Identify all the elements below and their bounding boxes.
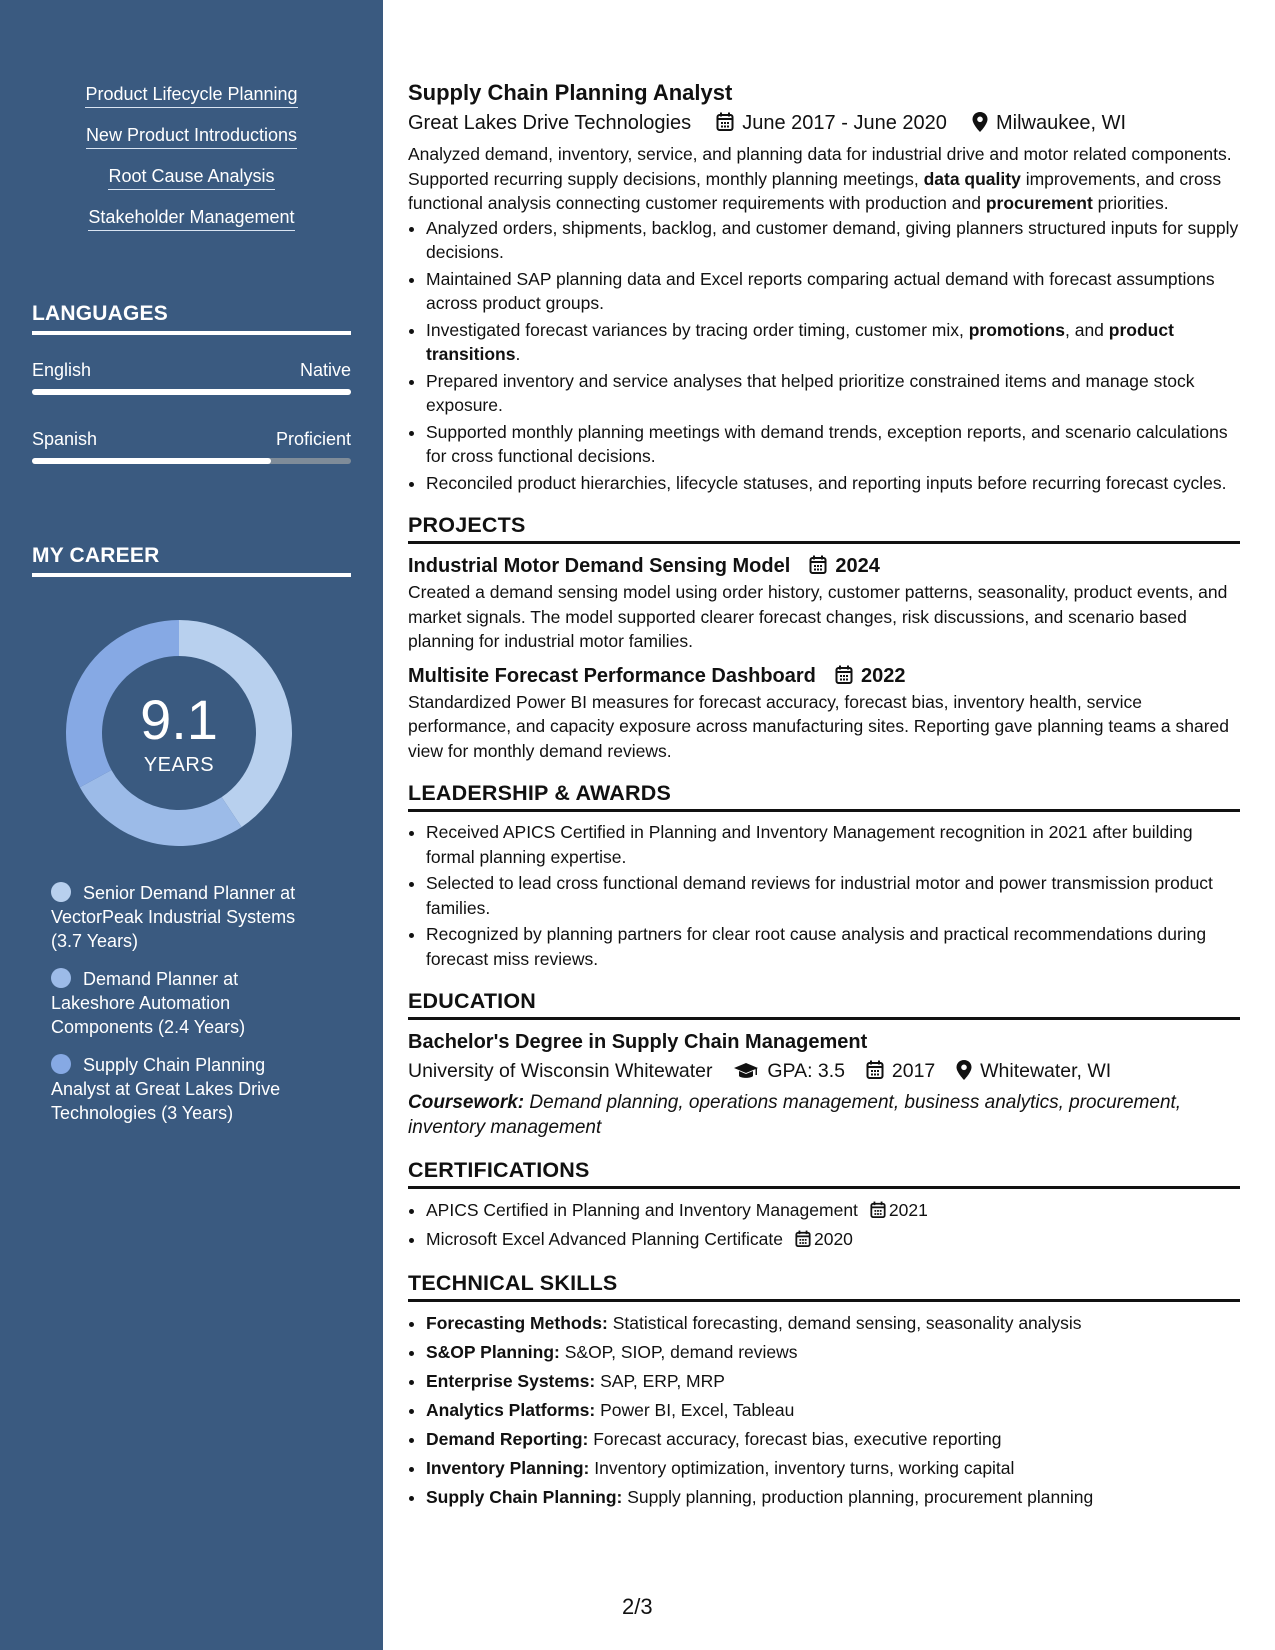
calendar-icon — [795, 1230, 811, 1248]
bullet-text: Investigated forecast variances by tracing order timing, customer mix, — [426, 319, 969, 340]
language-name: English — [32, 360, 92, 380]
job-bullet: • Maintained SAP planning data and Excel reports comparing actual demand with forecast assumptions across product groups. — [426, 267, 1240, 316]
language-row-spanish — [32, 429, 351, 450]
language-level: Native — [299, 360, 351, 380]
summary-bold: procurement — [985, 193, 1093, 213]
skill-item[interactable]: Product Lifecycle Planning — [85, 84, 297, 108]
sidebar — [0, 0, 383, 1650]
career-text: Senior Demand Planner at VectorPeak Industrial Systems (3.7 Years) — [51, 883, 296, 951]
calendar-icon — [809, 555, 827, 575]
project-year: 2022 — [861, 664, 906, 687]
project-description: Created a demand sensing model using order history, customer patterns, seasonality, product events, and market signals. The model supported clearer forecast changes, risk discussions, and scenario based planning for industrial motor families. — [408, 582, 1228, 651]
language-level: Proficient — [275, 429, 351, 449]
gpa: GPA: 3.5 — [767, 1060, 846, 1082]
calendar-icon — [716, 112, 734, 132]
coursework-label: Coursework: — [408, 1092, 525, 1113]
career-donut-chart — [66, 620, 292, 846]
certifications-heading: CERTIFICATIONS — [408, 1158, 1240, 1189]
skill-label: S&OP Planning: — [426, 1342, 560, 1362]
bullet-text: . — [515, 344, 521, 364]
leadership-item: • Recognized by planning partners for clear root cause analysis and practical recommendations during forecast miss reviews. — [426, 922, 1240, 971]
skill-item[interactable]: Root Cause Analysis — [108, 166, 274, 190]
project-title: Industrial Motor Demand Sensing Model — [408, 555, 791, 577]
job-bullet: • Supported monthly planning meetings with demand trends, exception reports, and scenario calculations for cross functional decisions. — [426, 420, 1240, 469]
leadership-list — [408, 820, 1240, 971]
job-summary — [408, 142, 1240, 216]
technical-skill-item — [426, 1368, 1240, 1395]
education-meta — [408, 1056, 1240, 1086]
location-pin-icon — [972, 112, 988, 132]
certification-year: 2020 — [813, 1229, 853, 1249]
job-title: Supply Chain Planning Analyst — [408, 80, 733, 105]
skill-value: Statistical forecasting, demand sensing, seasonality analysis — [607, 1313, 1082, 1333]
job-bullet: • Reconciled product hierarchies, lifecycle statuses, and reporting inputs before recurring forecast cycles. — [426, 471, 1240, 496]
career-text: Demand Planner at Lakeshore Automation Components (2.4 Years) — [51, 969, 246, 1037]
language-bar-spanish — [32, 458, 351, 464]
calendar-icon — [835, 665, 853, 685]
certification-item — [426, 1226, 1240, 1253]
education-heading: EDUCATION — [408, 989, 1240, 1020]
technical-skills-list — [408, 1310, 1240, 1511]
coursework — [408, 1090, 1240, 1140]
project-year: 2024 — [835, 555, 880, 577]
job-dates: June 2017 - June 2020 — [742, 112, 947, 134]
job-bullet: • Prepared inventory and service analyses that helped prioritize constrained items and manage stock exposure. — [426, 369, 1240, 418]
calendar-icon — [866, 1060, 884, 1080]
job-bullet: • Analyzed orders, shipments, backlog, and customer demand, giving planners structured inputs for supply decisions. — [426, 216, 1240, 265]
skill-item[interactable]: New Product Introductions — [86, 125, 297, 149]
skill-value: Supply planning, production planning, procurement planning — [622, 1487, 1094, 1507]
certification-year: 2021 — [888, 1200, 928, 1220]
career-total-years: 9.1 — [140, 688, 218, 751]
project-title-row — [408, 662, 1240, 690]
job-meta — [408, 108, 1240, 138]
coursework-text: Demand planning, operations management, business analytics, procurement, inventory management — [408, 1092, 1182, 1138]
certification-name: Microsoft Excel Advanced Planning Certificate — [426, 1229, 783, 1249]
page-number: 2/3 — [622, 1594, 653, 1619]
career-total-unit: YEARS — [143, 754, 215, 776]
skill-label: Forecasting Methods: — [426, 1313, 608, 1333]
language-name: Spanish — [32, 429, 98, 449]
summary-text: Analyzed demand, inventory, service, and planning data for industrial drive and motor related components. Supported recurring supply decisions, monthly planning meetings, — [408, 144, 1232, 189]
donut-center — [66, 620, 292, 846]
main-content — [408, 78, 1240, 1513]
location-pin-icon — [956, 1060, 972, 1080]
summary-text: priorities. — [1092, 193, 1169, 213]
technical-skill-item — [426, 1426, 1240, 1453]
leadership-item: • Selected to lead cross functional demand reviews for industrial motor and power transmission product families. — [426, 871, 1240, 920]
language-bar-fill — [32, 389, 351, 395]
legend-dot-icon — [51, 968, 71, 988]
technical-skill-item — [426, 1455, 1240, 1482]
job-bullet — [426, 318, 1240, 367]
skills-list — [0, 84, 383, 248]
skill-label: Demand Reporting: — [426, 1429, 589, 1449]
school-location: Whitewater, WI — [980, 1060, 1112, 1082]
graduation-year: 2017 — [891, 1060, 936, 1082]
company-name: Great Lakes Drive Technologies — [408, 112, 692, 134]
leadership-heading: LEADERSHIP & AWARDS — [408, 781, 1240, 812]
career-heading: MY CAREER — [32, 544, 351, 577]
projects-heading: PROJECTS — [408, 513, 1240, 544]
legend-dot-icon — [51, 882, 71, 902]
languages-heading: LANGUAGES — [32, 302, 351, 335]
skill-value: SAP, ERP, MRP — [595, 1371, 725, 1391]
bullet-text: , and — [1064, 319, 1109, 340]
leadership-item: • Received APICS Certified in Planning and Inventory Management recognition in 2021 after building formal planning expertise. — [426, 820, 1240, 869]
technical-skill-item — [426, 1397, 1240, 1424]
career-text: Supply Chain Planning Analyst at Great Lakes Drive Technologies (3 Years) — [51, 1055, 281, 1123]
skill-value: S&OP, SIOP, demand reviews — [559, 1342, 798, 1362]
certification-item — [426, 1197, 1240, 1224]
certification-name: APICS Certified in Planning and Inventory Management — [426, 1200, 858, 1220]
skill-label: Supply Chain Planning: — [426, 1487, 623, 1507]
career-item — [51, 967, 321, 1039]
career-item — [51, 881, 321, 953]
technical-skill-item — [426, 1484, 1240, 1511]
bullet-bold: promotions — [968, 319, 1065, 340]
job-bullets — [408, 216, 1240, 496]
skill-item[interactable]: Stakeholder Management — [88, 207, 294, 231]
skill-value: Power BI, Excel, Tableau — [595, 1400, 795, 1420]
language-bar-fill — [32, 458, 271, 464]
project-title: Multisite Forecast Performance Dashboard — [408, 664, 816, 687]
legend-dot-icon — [51, 1054, 71, 1074]
summary-text: improvements, and cross functional analysis connecting customer requirements with production and — [408, 168, 1222, 213]
career-item — [51, 1053, 321, 1125]
skill-value: Inventory optimization, inventory turns, working capital — [589, 1458, 1015, 1478]
skill-label: Analytics Platforms: — [426, 1400, 596, 1420]
certifications-list — [408, 1197, 1240, 1253]
project-title-row — [408, 552, 1240, 580]
language-row-english — [32, 360, 351, 381]
technical-skill-item — [426, 1339, 1240, 1366]
skill-label: Inventory Planning: — [426, 1458, 590, 1478]
graduation-cap-icon — [733, 1062, 759, 1080]
school-name: University of Wisconsin Whitewater — [408, 1060, 713, 1082]
technical-skill-item — [426, 1310, 1240, 1337]
skill-label: Enterprise Systems: — [426, 1371, 596, 1391]
degree-title: Bachelor's Degree in Supply Chain Management — [408, 1031, 868, 1053]
skill-value: Forecast accuracy, forecast bias, executive reporting — [588, 1429, 1002, 1449]
language-bar-english — [32, 389, 351, 395]
technical-skills-heading: TECHNICAL SKILLS — [408, 1271, 1240, 1302]
bullet-bold: product transitions — [426, 319, 1174, 364]
summary-bold: data quality — [923, 168, 1021, 189]
calendar-icon — [870, 1201, 886, 1219]
job-location: Milwaukee, WI — [995, 112, 1127, 134]
project-description: Standardized Power BI measures for forecast accuracy, forecast bias, inventory health, service performance, and capacity exposure across manufacturing sites. Reporting gave planning teams a shared view for monthly demand reviews. — [408, 691, 1230, 761]
